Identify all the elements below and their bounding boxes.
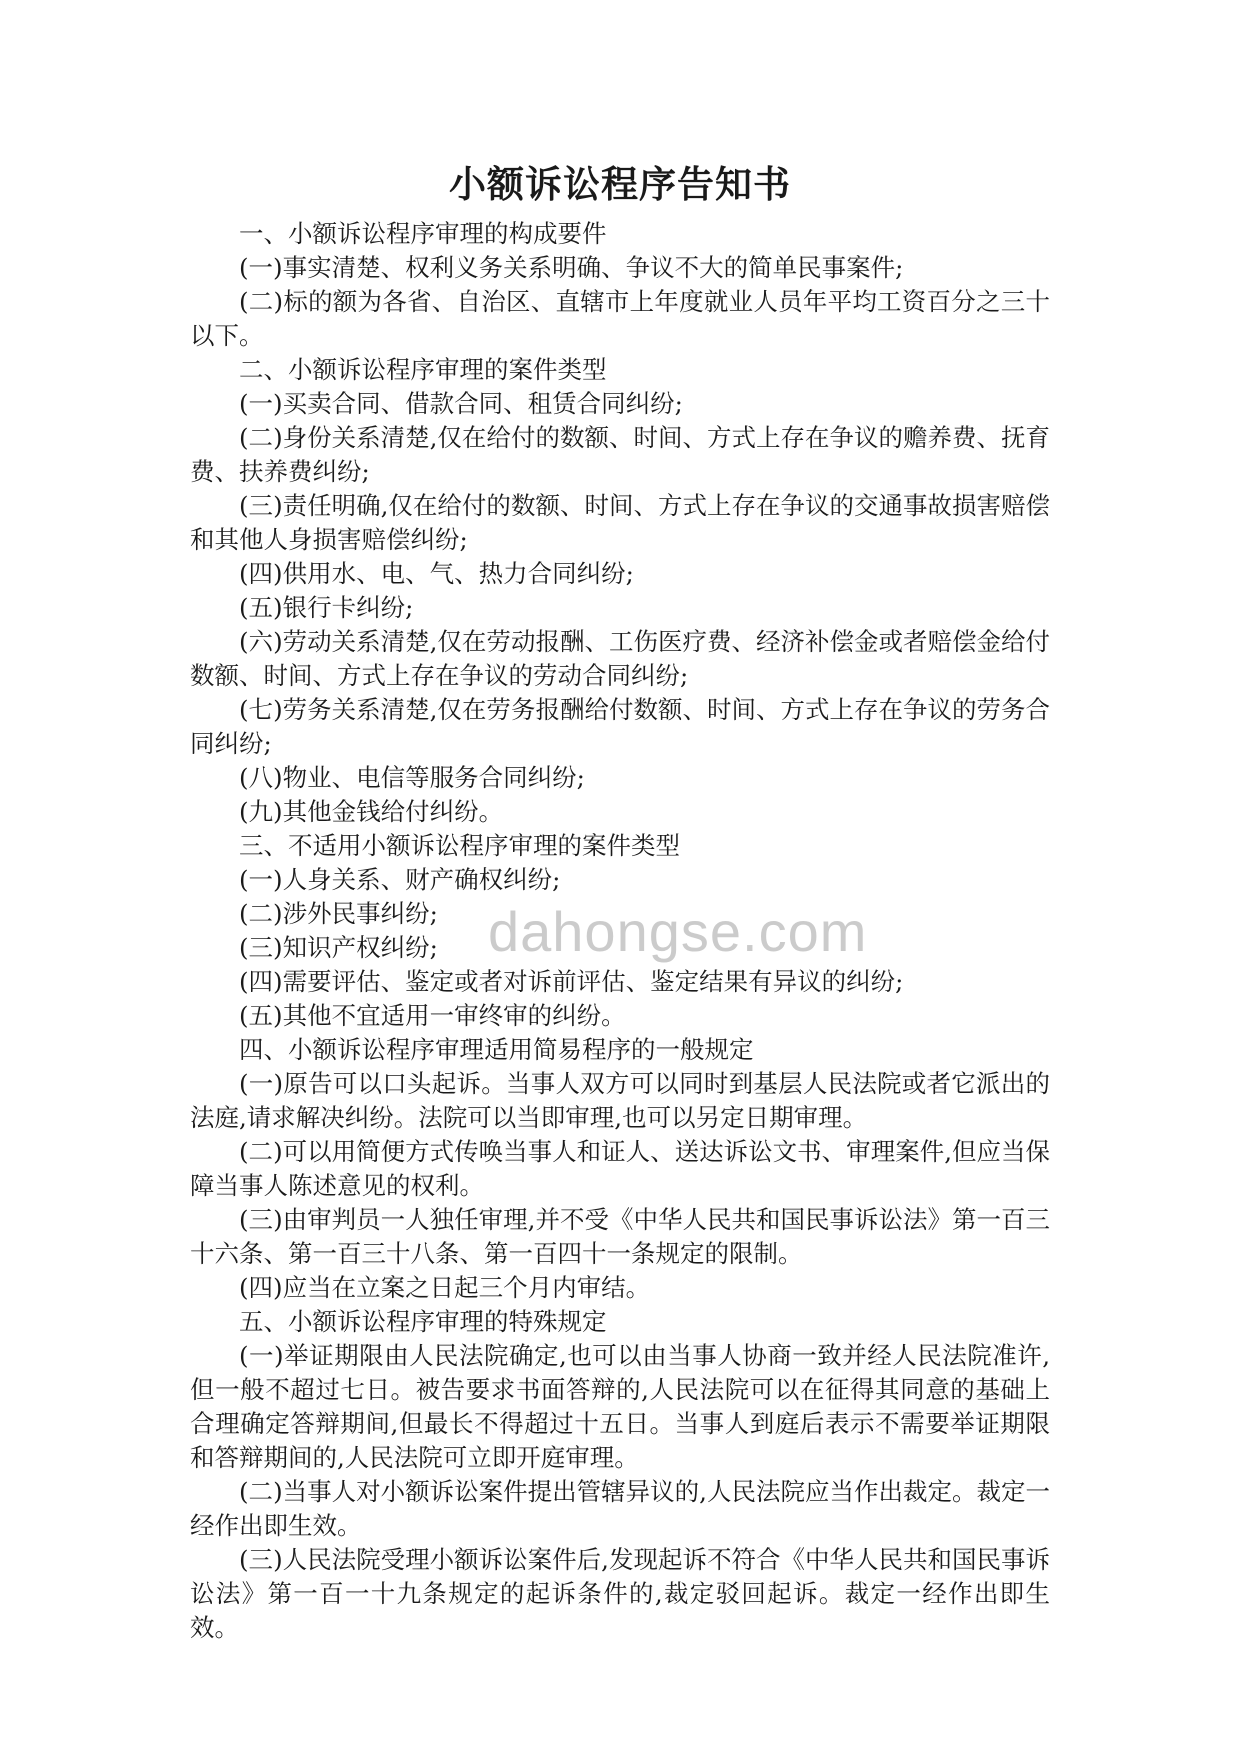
paragraph: (二)身份关系清楚,仅在给付的数额、时间、方式上存在争议的赡养费、抚育费、扶养费纠纷; — [190, 423, 1050, 486]
paragraph: (一)买卖合同、借款合同、租赁合同纠纷; — [239, 389, 683, 418]
document-body — [190, 217, 1050, 1645]
paragraph: (二)当事人对小额诉讼案件提出管辖异议的,人民法院应当作出裁定。裁定一经作出即生效。 — [190, 1477, 1050, 1540]
paragraph: (九)其他金钱给付纠纷。 — [239, 797, 504, 826]
paragraph: (四)供用水、电、气、热力合同纠纷; — [239, 559, 634, 588]
paragraph: (二)标的额为各省、自治区、直辖市上年度就业人员年平均工资百分之三十以下。 — [190, 287, 1050, 350]
paragraph: (四)应当在立案之日起三个月内审结。 — [239, 1273, 651, 1302]
paragraph: (一)原告可以口头起诉。当事人双方可以同时到基层人民法院或者它派出的法庭,请求解决纠纷。法院可以当即审理,也可以另定日期审理。 — [190, 1069, 1050, 1132]
paragraph: (二)可以用简便方式传唤当事人和证人、送达诉讼文书、审理案件,但应当保障当事人陈述意见的权利。 — [190, 1137, 1050, 1200]
paragraph: (一)人身关系、财产确权纠纷; — [239, 865, 561, 894]
paragraph: (三)由审判员一人独任审理,并不受《中华人民共和国民事诉讼法》第一百三十六条、第一百三十八条、第一百四十一条规定的限制。 — [190, 1205, 1050, 1268]
section-heading-1: 一、小额诉讼程序审理的构成要件 — [239, 219, 607, 248]
paragraph: (七)劳务关系清楚,仅在劳务报酬给付数额、时间、方式上存在争议的劳务合同纠纷; — [190, 695, 1050, 758]
section-heading-3: 三、不适用小额诉讼程序审理的案件类型 — [239, 831, 680, 860]
paragraph: (三)责任明确,仅在给付的数额、时间、方式上存在争议的交通事故损害赔偿和其他人身损害赔偿纠纷; — [190, 491, 1050, 554]
paragraph: (五)银行卡纠纷; — [239, 593, 414, 622]
paragraph: (六)劳动关系清楚,仅在劳动报酬、工伤医疗费、经济补偿金或者赔偿金给付数额、时间、方式上存在争议的劳动合同纠纷; — [190, 627, 1050, 690]
section-heading-4: 四、小额诉讼程序审理适用简易程序的一般规定 — [239, 1035, 754, 1064]
paragraph: (四)需要评估、鉴定或者对诉前评估、鉴定结果有异议的纠纷; — [239, 967, 904, 996]
section-heading-5: 五、小额诉讼程序审理的特殊规定 — [239, 1307, 607, 1336]
paragraph: (五)其他不宜适用一审终审的纠纷。 — [239, 1001, 626, 1030]
section-heading-2: 二、小额诉讼程序审理的案件类型 — [239, 355, 607, 384]
watermark: dahongse.com — [488, 900, 868, 963]
document-title: 小额诉讼程序告知书 — [449, 162, 791, 206]
paragraph: (三)人民法院受理小额诉讼案件后,发现起诉不符合《中华人民共和国民事诉讼法》第一百一十九条规定的起诉条件的,裁定驳回起诉。裁定一经作出即生效。 — [190, 1545, 1050, 1642]
paragraph: (三)知识产权纠纷; — [239, 933, 438, 962]
paragraph: (二)涉外民事纠纷; — [239, 899, 438, 928]
paragraph: (一)举证期限由人民法院确定,也可以由当事人协商一致并经人民法院准许,但一般不超过七日。被告要求书面答辩的,人民法院可以在征得其同意的基础上合理确定答辩期间,但最长不得超过十五日。当事人到庭后表示不需要举证期限和答辩期间的,人民法院可立即开庭审理。 — [190, 1341, 1050, 1472]
paragraph: (一)事实清楚、权利义务关系明确、争议不大的简单民事案件; — [239, 253, 904, 282]
paragraph: (八)物业、电信等服务合同纠纷; — [239, 763, 585, 792]
